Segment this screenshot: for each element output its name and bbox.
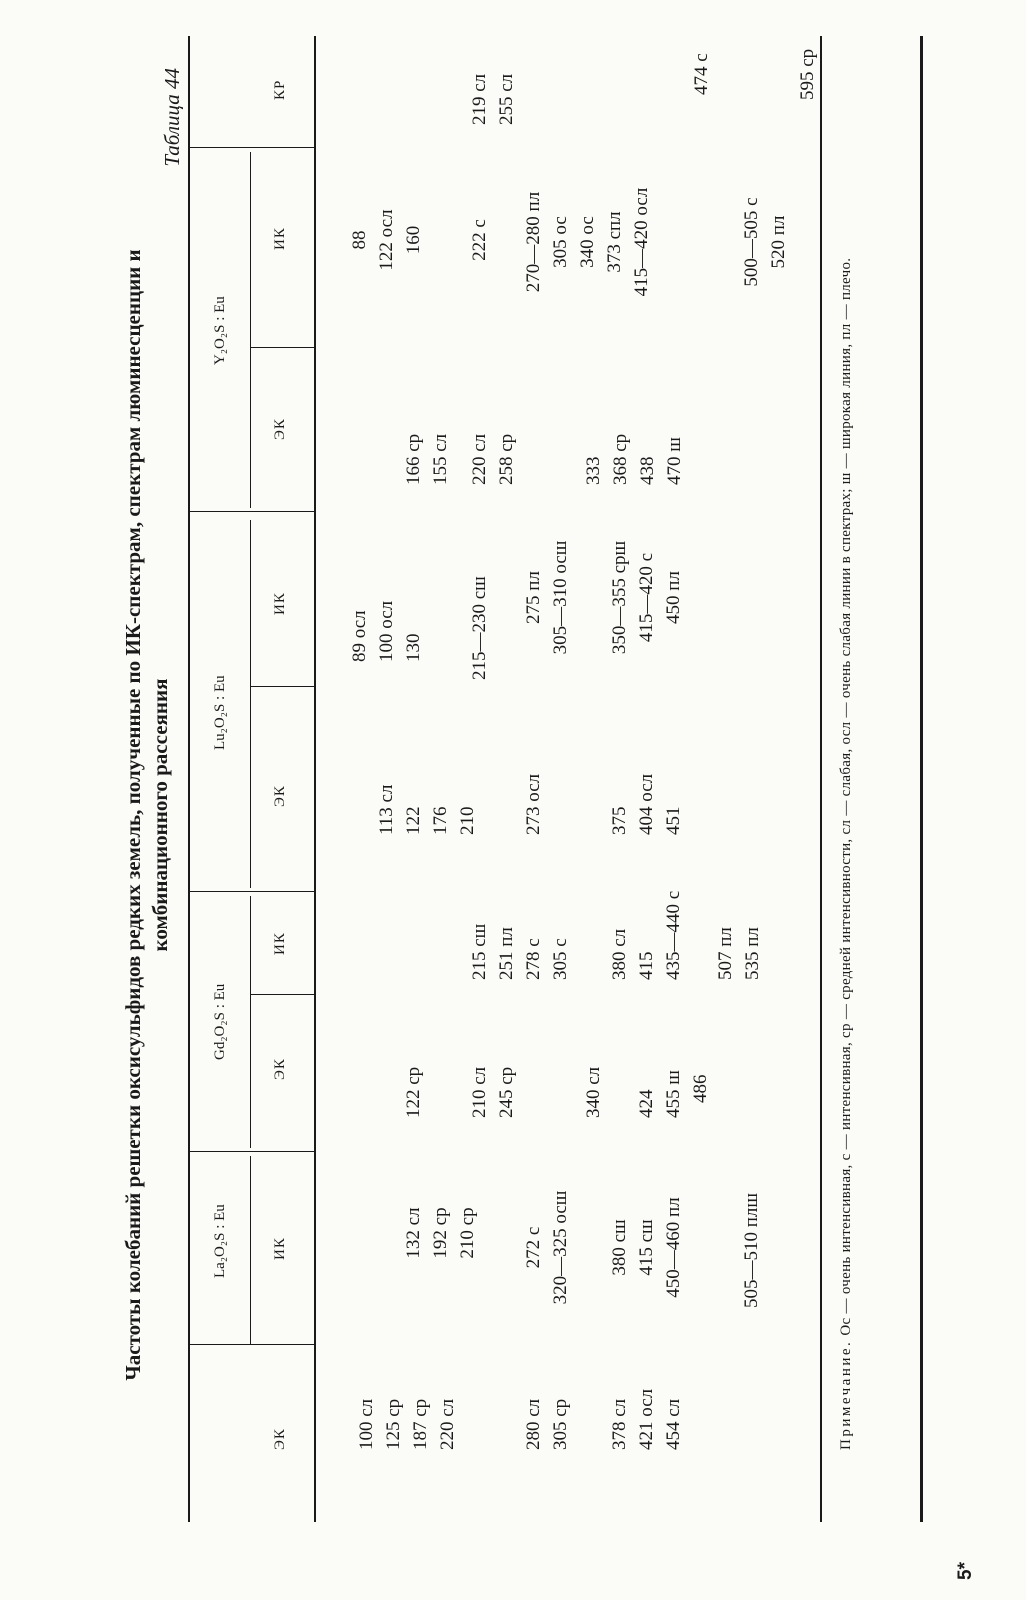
header-y-ek: ЭК bbox=[272, 418, 288, 440]
bottom-page-rule bbox=[920, 36, 923, 1522]
cell-la-ek bbox=[353, 1399, 461, 1450]
cell-value: 435—440 с bbox=[663, 890, 684, 980]
cell-value: 272 с bbox=[523, 1226, 544, 1269]
cell-value: 500—505 с bbox=[741, 197, 762, 287]
group-underline-la bbox=[250, 1156, 251, 1344]
cell-value: 280 сл bbox=[523, 1398, 544, 1450]
cell-value: 275 пл bbox=[523, 571, 544, 624]
cell-la-ik bbox=[606, 1160, 687, 1335]
col-divider-4 bbox=[190, 891, 314, 892]
cell-value: 340 сл bbox=[583, 1066, 604, 1118]
cell-gd-ek bbox=[466, 1067, 520, 1118]
cell-value: 415—420 с bbox=[636, 552, 657, 643]
col-divider-5 bbox=[250, 686, 314, 687]
table-label: Таблица 44 bbox=[160, 68, 184, 167]
cell-value: 220 сл bbox=[437, 1398, 458, 1450]
cell-gd-ik bbox=[606, 891, 687, 980]
cell-value: 438 bbox=[637, 456, 658, 485]
cell-y-ik bbox=[466, 165, 493, 315]
cell-value: 210 сл bbox=[469, 1066, 490, 1118]
cell-value: 520 пл bbox=[768, 215, 789, 269]
cell-value: 450 пл bbox=[663, 571, 684, 624]
note-text: Ос — очень интенсивная, с — интенсивная, ср — средней интенсивности, сл — слабая, осл — очень слабая линии в спектрах; ш — широкая линия, пл — плечо. bbox=[838, 257, 854, 1336]
cell-value: 305 ос bbox=[550, 216, 571, 268]
cell-value: 88 bbox=[349, 230, 370, 250]
cell-y-ek bbox=[580, 434, 688, 485]
cell-value: 192 ср bbox=[430, 1207, 451, 1259]
bottom-rule bbox=[820, 36, 822, 1522]
cell-value: 258 ср bbox=[496, 433, 517, 485]
col-divider-1 bbox=[190, 1344, 314, 1345]
cell-value: 320—325 осш bbox=[550, 1190, 571, 1305]
page-number: 5* bbox=[955, 1562, 976, 1580]
cell-y-ek bbox=[400, 434, 454, 485]
header-gd-ik: ИК bbox=[272, 932, 288, 955]
cell-value: 415 сш bbox=[636, 1219, 657, 1276]
cell-value: 305—310 осш bbox=[550, 540, 571, 655]
cell-value: 222 с bbox=[469, 219, 490, 261]
header-c1-ek: ЭК bbox=[272, 1428, 288, 1450]
cell-value: 454 сл bbox=[663, 1398, 684, 1450]
cell-value: 415 bbox=[636, 951, 657, 980]
cell-value: 340 ос bbox=[577, 216, 598, 268]
cell-value: 122 осл bbox=[376, 209, 397, 271]
col-divider-6 bbox=[190, 511, 314, 512]
cell-value: 160 bbox=[403, 225, 424, 255]
header-rule bbox=[314, 36, 316, 1522]
cell-value: 215—230 сш bbox=[469, 576, 490, 680]
cell-value: 375 bbox=[609, 806, 630, 835]
cell-value: 176 bbox=[430, 806, 451, 835]
cell-value: 505—510 плш bbox=[741, 1192, 762, 1308]
cell-gd-ek bbox=[580, 1067, 607, 1118]
table-title: Частоты колебаний решетки оксисульфидов редких земель, полученные по ИК-спектрам, спектрам люминесценции и комбинационного рассеяния bbox=[121, 249, 172, 1381]
cell-value: 122 bbox=[403, 806, 424, 835]
cell-value: 535 пл bbox=[742, 927, 763, 980]
col-divider-8 bbox=[190, 147, 314, 148]
cell-value: 210 bbox=[457, 806, 478, 835]
cell-value: 278 с bbox=[523, 938, 544, 980]
cell-value: 305 ср bbox=[550, 1398, 571, 1450]
cell-value: 450—460 пл bbox=[663, 1197, 684, 1298]
cell-value: 130 bbox=[403, 633, 424, 662]
header-y: Y₂O₂S : Eu bbox=[212, 296, 228, 365]
cell-gd-ik bbox=[466, 924, 574, 980]
cell-value: 415—420 осл bbox=[631, 187, 652, 297]
cell-value: 507 пл bbox=[715, 927, 736, 980]
header-lu-ek: ЭК bbox=[272, 785, 288, 807]
top-rule bbox=[188, 36, 190, 1522]
cell-value: 273 осл bbox=[523, 773, 544, 835]
cell-value: 380 сш bbox=[609, 1219, 630, 1276]
cell-value: 251 пл bbox=[496, 927, 517, 980]
cell-value: 155 сл bbox=[430, 433, 451, 485]
cell-la-ik bbox=[400, 1158, 481, 1308]
header-la-ik: ИК bbox=[272, 1237, 288, 1260]
cell-kr bbox=[466, 74, 520, 125]
table-note bbox=[836, 40, 857, 1450]
header-gd-ek: ЭК bbox=[272, 1058, 288, 1080]
cell-value: 255 сл bbox=[496, 73, 517, 125]
note-label: Примечание. bbox=[838, 1339, 854, 1450]
cell-value: 486 bbox=[690, 1074, 711, 1103]
cell-gd-ek bbox=[633, 1070, 714, 1118]
cell-value: 404 осл bbox=[636, 773, 657, 835]
cell-value: 368 ср bbox=[610, 433, 631, 485]
group-underline-y bbox=[250, 152, 251, 508]
cell-lu-ek bbox=[373, 785, 481, 835]
group-underline-lu bbox=[250, 520, 251, 888]
col-divider-3 bbox=[250, 994, 314, 995]
cell-kr bbox=[794, 49, 821, 100]
cell-value: 166 ср bbox=[403, 433, 424, 485]
cell-value: 451 bbox=[663, 806, 684, 835]
cell-value: 424 bbox=[636, 1089, 657, 1118]
cell-value: 125 ср bbox=[383, 1398, 404, 1450]
header-gd: Gd₂O₂S : Eu bbox=[212, 983, 228, 1060]
cell-value: 595 ср bbox=[797, 48, 818, 100]
cell-kr bbox=[688, 53, 715, 95]
cell-value: 132 сл bbox=[403, 1207, 424, 1259]
cell-y-ik bbox=[520, 152, 655, 332]
cell-value: 122 ср bbox=[403, 1066, 424, 1118]
cell-value: 373 спл bbox=[604, 211, 625, 273]
col-divider-7 bbox=[250, 347, 314, 348]
header-lu-ik: ИК bbox=[272, 592, 288, 615]
cell-lu-ek bbox=[606, 774, 687, 835]
cell-value: 245 ср bbox=[496, 1066, 517, 1118]
cell-lu-ik bbox=[606, 515, 687, 680]
cell-value: 470 ш bbox=[664, 437, 685, 485]
cell-lu-ek bbox=[520, 774, 547, 835]
cell-value: 113 сл bbox=[376, 784, 397, 835]
cell-lu-ik bbox=[520, 515, 574, 680]
cell-y-ik bbox=[346, 165, 427, 315]
cell-value: 305 с bbox=[550, 938, 571, 980]
cell-la-ik bbox=[738, 1193, 765, 1308]
cell-value: 333 bbox=[583, 456, 604, 485]
cell-value: 89 осл bbox=[349, 610, 370, 662]
cell-y-ik bbox=[738, 152, 792, 332]
cell-gd-ek bbox=[400, 1067, 427, 1118]
cell-value: 219 сл bbox=[469, 73, 490, 125]
cell-value: 421 осл bbox=[636, 1388, 657, 1450]
header-la: La₂O₂S : Eu bbox=[212, 1204, 228, 1278]
cell-value: 474 с bbox=[691, 53, 712, 95]
cell-value: 350—355 срш bbox=[609, 540, 630, 655]
cell-value: 220 сл bbox=[469, 433, 490, 485]
cell-value: 210 ср bbox=[457, 1207, 478, 1259]
cell-value: 187 ср bbox=[410, 1398, 431, 1450]
cell-la-ik bbox=[520, 1160, 574, 1335]
header-kr: КР bbox=[272, 79, 288, 100]
cell-y-ek bbox=[466, 434, 520, 485]
cell-value: 380 сл bbox=[609, 928, 630, 980]
cell-value: 100 сл bbox=[356, 1398, 377, 1450]
cell-value: 378 сл bbox=[609, 1398, 630, 1450]
cell-lu-ik bbox=[466, 576, 493, 680]
cell-value: 270—280 пл bbox=[523, 191, 544, 293]
cell-la-ek bbox=[606, 1389, 687, 1450]
cell-la-ek bbox=[520, 1399, 574, 1450]
cell-value: 100 осл bbox=[376, 600, 397, 662]
cell-gd-ik bbox=[712, 927, 766, 980]
header-y-ik: ИК bbox=[272, 227, 288, 250]
cell-value: 215 сш bbox=[469, 923, 490, 980]
header-lu: Lu₂O₂S : Eu bbox=[212, 675, 228, 750]
cell-lu-ik bbox=[346, 601, 427, 662]
col-divider-2 bbox=[190, 1151, 314, 1152]
cell-value: 455 ш bbox=[663, 1070, 684, 1118]
group-underline-gd bbox=[250, 896, 251, 1148]
